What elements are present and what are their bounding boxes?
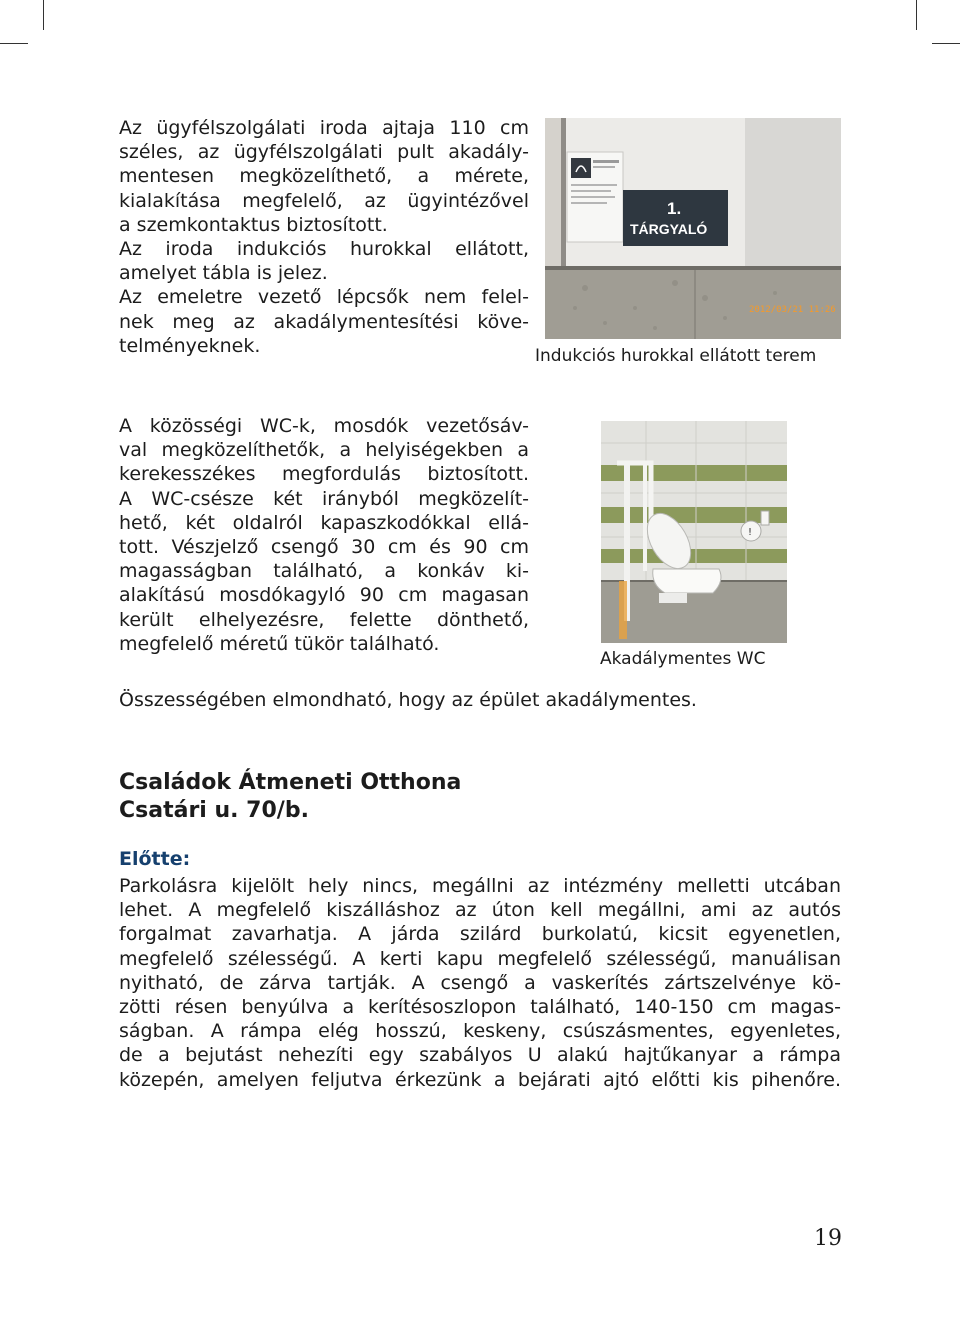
svg-text:!: ! — [748, 527, 753, 538]
text-line: nek meg az akadálymentesítési köve- — [119, 310, 529, 333]
paragraph-office-access — [119, 116, 529, 358]
sign-room-name: TÁRGYALÓ — [630, 221, 708, 237]
photo-meeting-room-sign — [545, 118, 841, 339]
text-line: val megközelíthetők, a helyiségekben a — [119, 439, 529, 462]
text-line: a szemkontaktus biztosított. — [119, 213, 388, 236]
text-line: forgalmat zavarhatja. A járda szilárd burkolatú, kicsit egyenetlen, — [119, 923, 841, 946]
summary-sentence: Összességében elmondható, hogy az épület akadálymentes. — [119, 689, 697, 711]
text-line: telményeknek. — [119, 334, 261, 357]
text-line: széles, az ügyfélszolgálati pult akadály- — [119, 141, 529, 164]
text-line: hető, két oldalról kapaszkodókkal ellá- — [119, 511, 529, 534]
crop-mark-left-horizontal — [0, 43, 28, 44]
text-line: került elhelyezésre, felette dönthető, — [119, 608, 529, 631]
crop-mark-right-horizontal — [932, 43, 960, 44]
photo-meeting-room-sign-svg — [545, 118, 841, 339]
section-title-institution: Családok Átmeneti Otthona — [119, 770, 462, 795]
text-line: zötti résen benyúlva a kerítésoszlopon található, 140-150 cm magas- — [119, 996, 841, 1019]
text-line: Az ügyfélszolgálati iroda ajtaja 110 cm — [119, 117, 529, 139]
text-line: tott. Vészjelző csengő 30 cm és 90 cm — [119, 536, 529, 559]
text-line: A közösségi WC-k, mosdók vezetősáv- — [119, 415, 529, 437]
text-line: Parkolásra kijelölt hely nincs, megállni az intézmény melletti utcában — [119, 875, 841, 897]
text-line: megfelelő szélességű. A kerti kapu megfelelő szélességű, manuálisan — [119, 947, 841, 970]
photo-accessible-wc-svg — [601, 421, 787, 643]
text-line: Az iroda indukciós hurokkal ellátott, — [119, 238, 529, 261]
text-line: alakítású mosdókagyló 90 cm magasan — [119, 584, 529, 607]
text-line: közepén, amelyen feljutva érkezünk a bejárati ajtó előtti kis pihenőre. — [119, 1068, 841, 1091]
text-line: nyitható, de zárva tartják. A csengő a vaskerítés zártszelvénye kö- — [119, 971, 841, 994]
section-title-address: Csatári u. 70/b. — [119, 798, 309, 823]
caption-induction-room: Indukciós hurokkal ellátott terem — [535, 346, 817, 366]
subheading-before: Előtte: — [119, 848, 191, 870]
text-line: megfelelő méretű tükör található. — [119, 632, 440, 655]
text-line: de a bejutást nehezíti egy szabályos U alakú hajtűkanyar a rámpa — [119, 1044, 841, 1067]
text-line: kerekesszékes megfordulás biztosított. — [119, 463, 529, 486]
text-line: magasságban található, a konkáv ki- — [119, 560, 529, 583]
page-number: 19 — [814, 1226, 842, 1251]
photo-accessible-wc — [601, 421, 787, 643]
photo-timestamp: 2012/03/21 11:26 — [749, 305, 836, 315]
text-line: kialakítása megfelelő, az ügyintézővel — [119, 189, 529, 212]
text-line: mentesen megközelíthető, a mérete, — [119, 165, 529, 188]
text-line: Az emeletre vezető lépcsők nem felel- — [119, 286, 529, 309]
crop-mark-top-right — [916, 0, 917, 30]
paragraph-wc-access — [119, 414, 529, 656]
caption-accessible-wc: Akadálymentes WC — [600, 649, 766, 669]
sign-number: 1. — [667, 199, 682, 218]
text-line: amelyet tábla is jelez. — [119, 262, 328, 285]
text-line: A WC-csésze két irányból megközelít- — [119, 487, 529, 510]
crop-mark-top-left — [43, 0, 44, 30]
text-line: ságban. A rámpa elég hosszú, keskeny, csúszásmentes, egyenletes, — [119, 1020, 841, 1043]
paragraph-approach — [119, 874, 841, 1092]
text-line: lehet. A megfelelő kiszálláshoz az úton kell megállni, ami az autós — [119, 899, 841, 922]
